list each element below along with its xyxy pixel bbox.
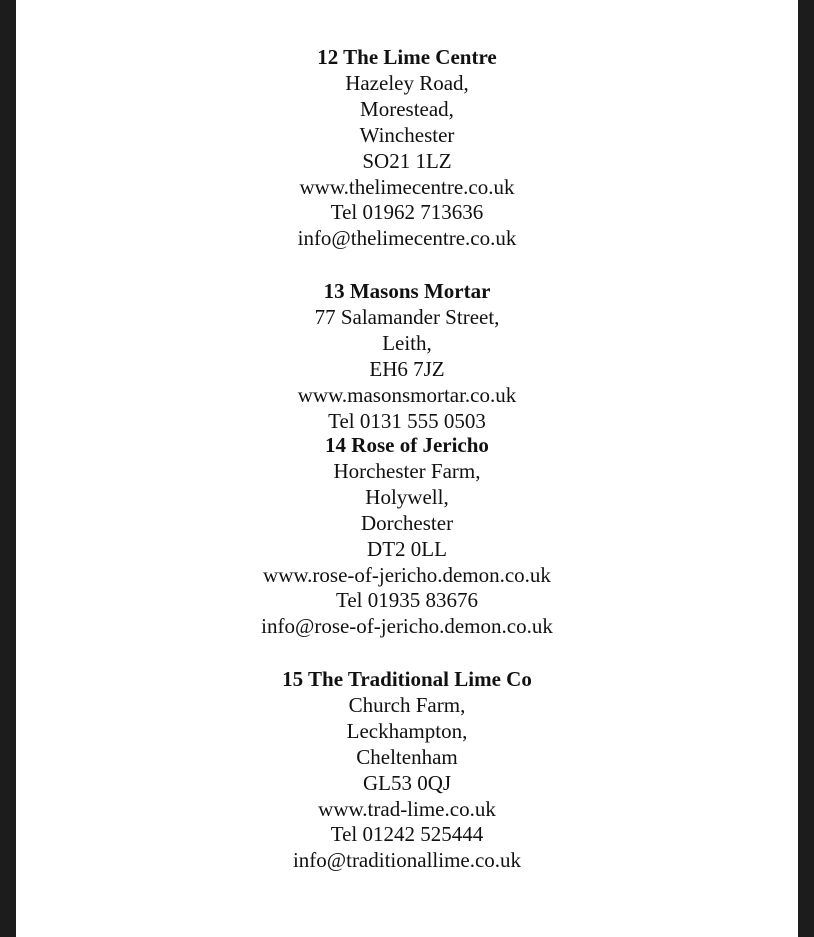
postcode: EH6 7JZ (369, 356, 445, 381)
supplier-entry (16, 433, 798, 640)
supplier-name: 14 Rose of Jericho (325, 433, 489, 457)
supplier-entry (16, 279, 798, 434)
document-page (16, 0, 798, 937)
website-text: www.trad-lime.co.uk (318, 796, 496, 821)
address-line: Leckhampton, (346, 718, 468, 743)
website-text: www.rose-of-jericho.demon.co.uk (263, 562, 551, 587)
supplier-name: 13 Masons Mortar (323, 279, 491, 303)
address-line: Dorchester (360, 510, 454, 535)
postcode: SO21 1LZ (362, 148, 452, 173)
website-text: www.masonsmortar.co.uk (297, 382, 517, 407)
supplier-entry (16, 667, 798, 874)
email-text: info@thelimecentre.co.uk (297, 226, 517, 251)
phone-number: Tel 01242 525444 (330, 822, 484, 847)
supplier-name: 15 The Traditional Lime Co (282, 667, 532, 691)
supplier-name: 12 The Lime Centre (317, 45, 497, 69)
phone-number: Tel 01962 713636 (330, 200, 484, 225)
website-text: www.thelimecentre.co.uk (299, 174, 515, 199)
phone-number: Tel 01935 83676 (335, 588, 479, 613)
address-line: 77 Salamander Street, (314, 304, 500, 329)
phone-number: Tel 0131 555 0503 (328, 408, 486, 433)
address-line: Church Farm, (348, 692, 466, 717)
supplier-entry (16, 45, 798, 252)
address-line: Cheltenham (356, 744, 458, 769)
postcode: GL53 0QJ (362, 770, 452, 795)
address-line: Hazeley Road, (345, 70, 469, 95)
email-text: info@traditionallime.co.uk (292, 848, 522, 873)
address-line: Winchester (359, 122, 455, 147)
address-line: Holywell, (365, 484, 449, 509)
address-line: Morestead, (360, 96, 454, 121)
address-line: Leith, (382, 330, 432, 355)
email-text: info@rose-of-jericho.demon.co.uk (261, 614, 553, 639)
postcode: DT2 0LL (367, 536, 447, 561)
address-line: Horchester Farm, (333, 458, 481, 483)
